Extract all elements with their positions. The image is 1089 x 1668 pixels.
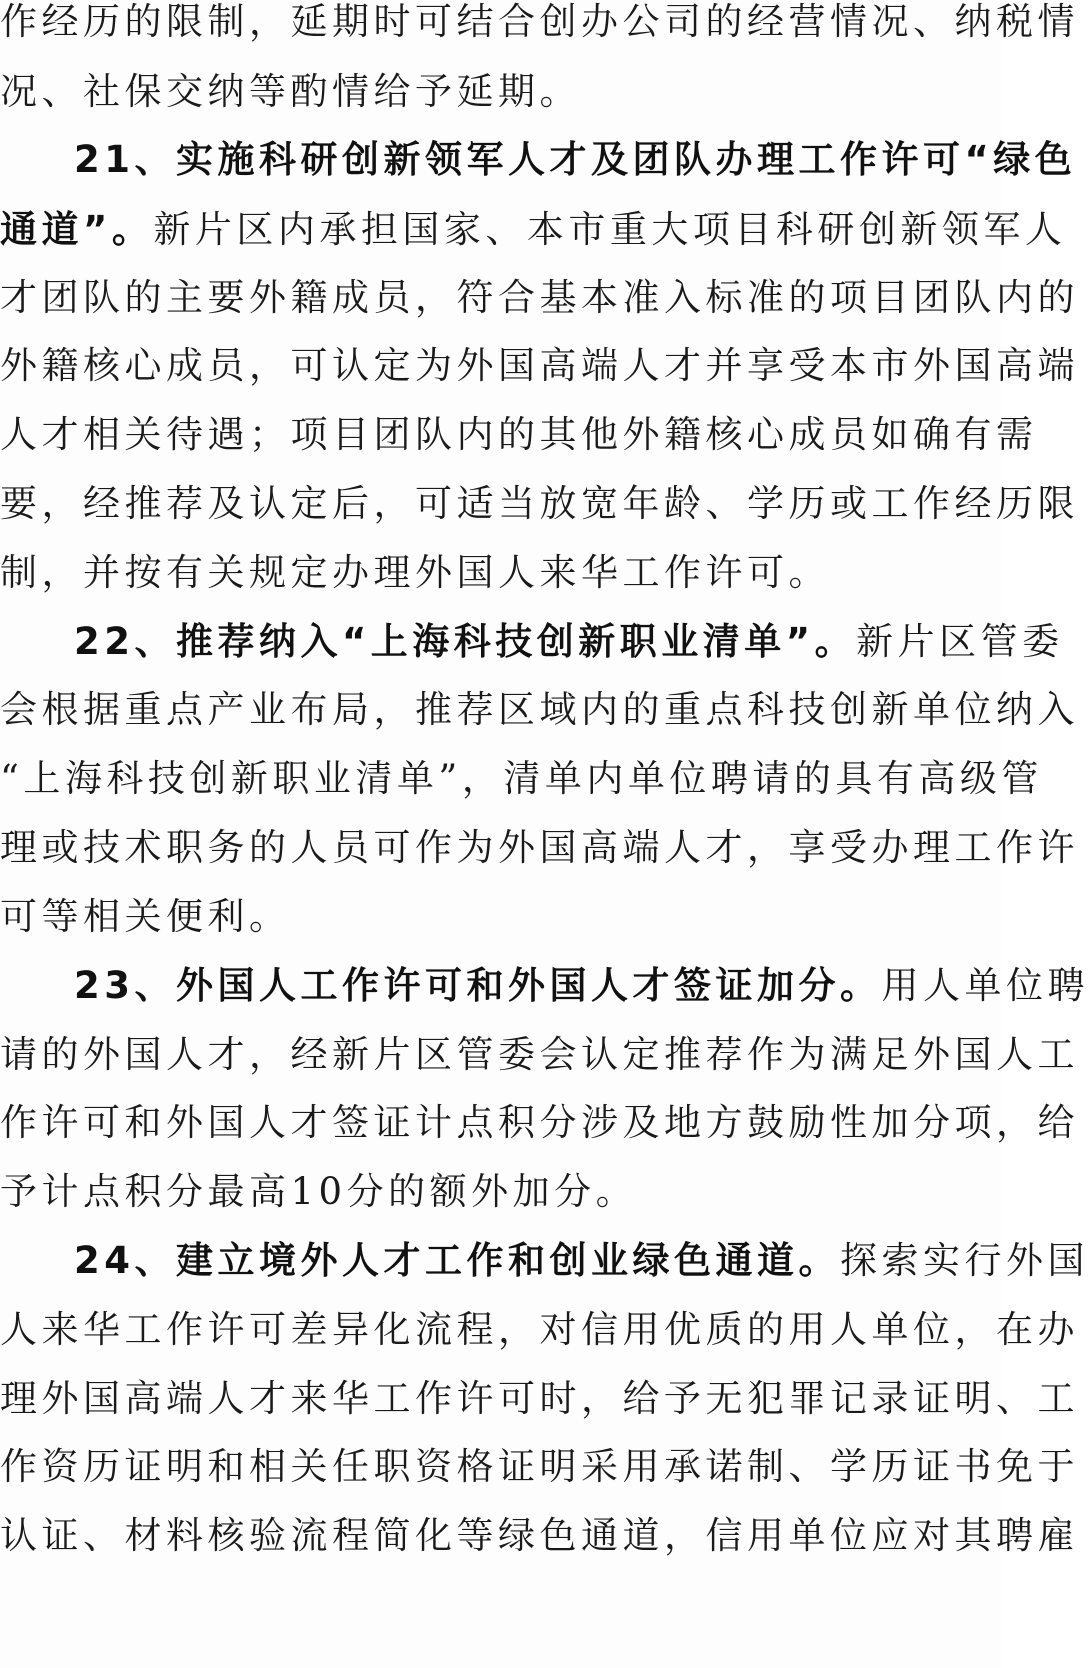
text-line: 理或技术职务的人员可作为外国高端人才，享受办理工作许 [0,826,1079,869]
text-line: 可等相关便利。 [0,895,291,938]
text-line: 通道”。新片区内承担国家、本市重大项目科研创新领军人 [0,208,1067,251]
text-line: “上海科技创新职业清单”，清单内单位聘请的具有高级管 [0,757,1043,800]
text-line: 会根据重点产业布局，推荐区域内的重点科技创新单位纳入 [0,688,1079,731]
text-line: 人来华工作许可差异化流程，对信用优质的用人单位，在办 [0,1308,1079,1351]
clause-heading-22: 22、推荐纳入“上海科技创新职业清单”。 [74,620,857,663]
text-line: 制，并按有关规定办理外国人来华工作许可。 [0,551,830,594]
text-line: 外籍核心成员，可认定为外国高端人才并享受本市外国高端 [0,344,1079,387]
clause-heading-21: 21、实施科研创新领军人才及团队办理工作许可“绿色 [74,138,1077,181]
clause-heading-24: 24、建立境外人才工作和创业绿色通道。 [74,1239,840,1282]
text-line: 作经历的限制，延期时可结合创办公司的经营情况、纳税情 [0,0,1079,43]
clause-heading-21-cont: 通道”。 [0,208,154,251]
text-line: 22、推荐纳入“上海科技创新职业清单”。新片区管委 [74,620,1064,663]
text-line: 况、社保交纳等酌情给予延期。 [0,70,581,113]
text-line: 予计点积分最高10分的额外加分。 [0,1170,638,1213]
text-line: 才团队的主要外籍成员，符合基本准入标准的项目团队内的 [0,276,1079,319]
text-line: 认证、材料核验流程简化等绿色通道，信用单位应对其聘雇 [0,1514,1079,1557]
text-line: 请的外国人才，经新片区管委会认定推荐作为满足外国人工 [0,1033,1079,1076]
text-line: 作许可和外国人才签证计点积分涉及地方鼓励性加分项，给 [0,1101,1079,1144]
text-line: 24、建立境外人才工作和创业绿色通道。探索实行外国 [74,1239,1089,1282]
clause-heading-23: 23、外国人工作许可和外国人才签证加分。 [74,964,882,1007]
text-line: 理外国高端人才来华工作许可时，给予无犯罪记录证明、工 [0,1377,1079,1420]
text-line: 要，经推荐及认定后，可适当放宽年龄、学历或工作经历限 [0,482,1079,525]
text-line: 作资历证明和相关任职资格证明采用承诺制、学历证书免于 [0,1445,1079,1488]
text-line: 23、外国人工作许可和外国人才签证加分。用人单位聘 [74,964,1089,1007]
text-line: 人才相关待遇；项目团队内的其他外籍核心成员如确有需 [0,413,1038,456]
